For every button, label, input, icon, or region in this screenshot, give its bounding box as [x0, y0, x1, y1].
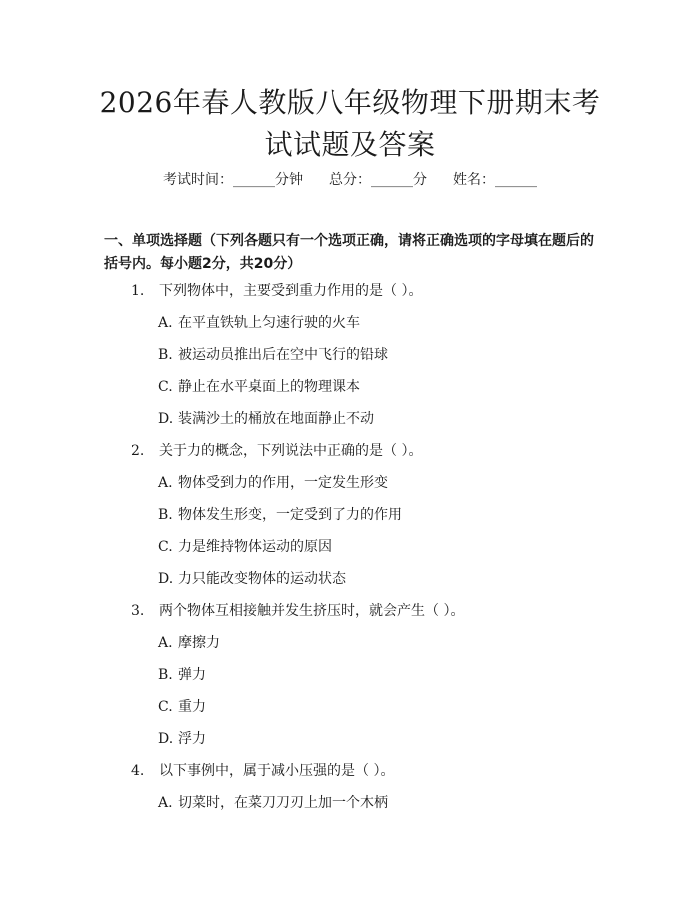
question-number: 3. [131, 603, 145, 619]
exam-time-field: 考试时间：______分钟 [163, 172, 303, 188]
option-letter: B. [158, 667, 173, 683]
option-text: 物体发生形变，一定受到了力的作用 [178, 507, 402, 523]
option-letter: C. [158, 539, 173, 555]
option-letter: D. [158, 571, 174, 587]
option-text: 装满沙土的桶放在地面静止不动 [178, 411, 374, 427]
question-text: 关于力的概念，下列说法中正确的是（ ）。 [159, 443, 423, 459]
question-text: 两个物体互相接触并发生挤压时，就会产生（ ）。 [159, 603, 465, 619]
question-3-option-a [158, 633, 220, 653]
option-text: 静止在水平桌面上的物理课本 [178, 379, 360, 395]
question-1-option-c [158, 377, 360, 397]
question-2-option-a [158, 473, 388, 493]
question-4 [131, 761, 394, 781]
question-2-option-b [158, 505, 402, 525]
question-number: 2. [131, 443, 145, 459]
option-letter: A. [158, 315, 173, 331]
option-text: 力只能改变物体的运动状态 [178, 571, 346, 587]
question-2 [131, 441, 422, 461]
question-4-option-a [158, 793, 388, 813]
question-3-option-d [158, 729, 206, 749]
option-letter: B. [158, 347, 173, 363]
question-1 [131, 281, 422, 301]
exam-info-line [0, 170, 700, 190]
option-text: 被运动员推出后在空中飞行的铅球 [178, 347, 388, 363]
question-1-option-a [158, 313, 360, 333]
total-score-field: 总分：______分 [329, 172, 427, 188]
option-letter: C. [158, 379, 173, 395]
option-letter: A. [158, 795, 173, 811]
option-letter: A. [158, 635, 173, 651]
question-3 [131, 601, 464, 621]
option-text: 重力 [178, 699, 206, 715]
option-letter: B. [158, 507, 173, 523]
question-number: 4. [131, 763, 145, 779]
question-1-option-b [158, 345, 388, 365]
option-letter: D. [158, 731, 174, 747]
question-text: 以下事例中，属于减小压强的是（ ）。 [159, 763, 395, 779]
question-2-option-c [158, 537, 332, 557]
option-text: 浮力 [178, 731, 206, 747]
option-text: 切菜时，在菜刀刀刃上加一个木柄 [178, 795, 388, 811]
option-text: 在平直铁轨上匀速行驶的火车 [178, 315, 360, 331]
option-text: 摩擦力 [178, 635, 220, 651]
question-2-option-d [158, 569, 346, 589]
option-text: 物体受到力的作用，一定发生形变 [178, 475, 388, 491]
option-letter: C. [158, 699, 173, 715]
option-text: 力是维持物体运动的原因 [178, 539, 332, 555]
student-name-field: 姓名：______ [453, 172, 537, 188]
document-title: 2026年春人教版八年级物理下册期末考试试题及答案 [99, 86, 601, 161]
question-number: 1. [131, 283, 145, 299]
option-text: 弹力 [178, 667, 206, 683]
question-3-option-b [158, 665, 206, 685]
question-text: 下列物体中，主要受到重力作用的是（ ）。 [159, 283, 423, 299]
question-1-option-d [158, 409, 374, 429]
question-3-option-c [158, 697, 206, 717]
option-letter: D. [158, 411, 174, 427]
section-heading: 一、单项选择题（下列各题只有一个选项正确，请将正确选项的字母填在题后的括号内。每小题2分，共20分） [104, 233, 594, 272]
option-letter: A. [158, 475, 173, 491]
